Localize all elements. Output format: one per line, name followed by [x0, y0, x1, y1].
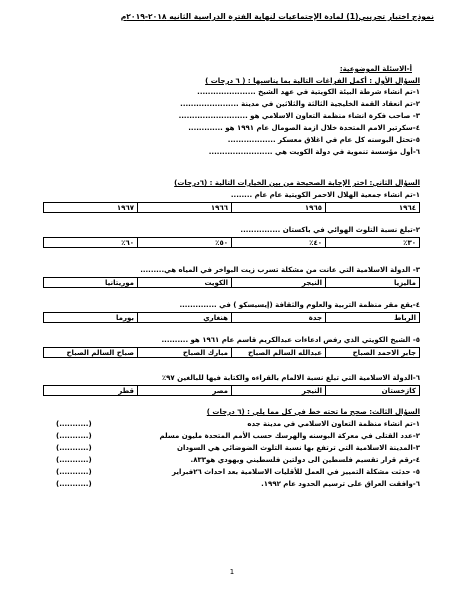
q2-option: ٦٠٪ [44, 238, 138, 248]
q2-option: صباح السالم الصباح [44, 348, 138, 358]
q2-options-table [43, 347, 420, 358]
q3-title: السؤال الثالث: صحح ما تحته خط في كل مما يلي : (٦ درجات ) [206, 408, 420, 416]
q1-item: ٤-سكرتير الامم المتحدة خلال ازمة الصومال عام ١٩٩١ هو ............. [188, 124, 420, 132]
q2-option: ١٩٦٧ [44, 203, 138, 213]
section-a-title: أ-الاسئلة الموضوعية: [339, 65, 412, 73]
q2-option: النيجر [232, 386, 326, 396]
exam-title: نموذج اختبار تجريبي(1) لمادة الإجتماعيات لنهاية الفترة الدراسية الثانيه ٢٠١٨-٢٠١٩م [120, 12, 434, 21]
q2-option: بورما [44, 313, 138, 323]
q2-option: النيجر [232, 278, 326, 288]
q2-option: الكويت [138, 278, 232, 288]
q2-options-table [43, 202, 420, 213]
q2-options-table [43, 277, 420, 288]
q2-option: موريتانيا [44, 278, 138, 288]
q2-option: ١٩٦٥ [232, 203, 326, 213]
q2-option: جابر الاحمد الصباح [326, 348, 420, 358]
q2-option: ٥٠٪ [138, 238, 232, 248]
q3-answer-blank: (...........) [56, 456, 92, 464]
q3-answer-blank: (...........) [56, 420, 92, 428]
q3-answer-blank: (...........) [56, 432, 92, 440]
q2-option: الرباط [326, 313, 420, 323]
q2-options-table [43, 385, 420, 396]
page-number: 1 [229, 568, 235, 576]
q2-question: ٦-الدولة الاسلامية التي تبلغ نسبة الالمام بالقراءه والكتابة فيها للبالغين ٩٧٪ [161, 374, 420, 382]
q2-option: ماليزيا [326, 278, 420, 288]
q2-option: ١٩٦٤ [326, 203, 420, 213]
q2-option: ١٩٦٦ [138, 203, 232, 213]
q3-item: ٢-عدد القتلى في معركة البوسنه والهرسك حسب الأمم المتحدة مليون مسلم [159, 432, 420, 440]
q2-option: ٤٠٪ [232, 238, 326, 248]
q2-option: عبدالله السالم الصباح [232, 348, 326, 358]
q2-option: كازخستان [326, 386, 420, 396]
q3-answer-blank: (...........) [56, 480, 92, 488]
q3-item: ٦-وافقت العراق على ترسيم الحدود عام ١٩٩٢. [261, 480, 420, 488]
q3-item: ٤-رقم قرار تقسيم فلسطين الى دولتين فلسطيني ويهودي هو٨٣٣. [190, 456, 420, 464]
q2-options-table [43, 237, 420, 248]
q3-item: ٣-المدينة الاسلامية التي ترتفع بها نسبة التلوث الضوضائي هي السودان [176, 444, 420, 452]
q1-title: السؤال الأول : أكمل الفراغات التالية بما يناسبها : ( ٦ درجات ) [205, 77, 420, 85]
q2-option: قطر [44, 386, 138, 396]
q1-item: ٥-تحتل البوسنه كل عام في اغلاق معسكر .................. [227, 136, 420, 144]
q2-question: ٤-يقع مقر منظمة التربية والعلوم والثقافة (إيسيسكو ) في .............. [179, 301, 420, 309]
q2-options-table [43, 312, 420, 323]
q3-answer-blank: (...........) [56, 444, 92, 452]
q2-question: ٣- الدولة الاسلامية التي عانت من مشكلة تسرب زيت البواخر في المياه هي......... [140, 266, 420, 274]
q2-option: مصر [138, 386, 232, 396]
q1-item: ١-تم انشاء شرطة البيئة الكويتية في عهد الشيخ ...................... [197, 88, 420, 96]
q2-question: ٢-تبلغ نسبة التلوث الهوائي في باكستان ............... [240, 226, 420, 234]
q1-item: ٢-تم انعقاد القمة الخليجية الثالثة والثلاثين في مدينة ...................... [180, 100, 420, 108]
q3-answer-blank: (...........) [56, 468, 92, 476]
q2-option: ٣٠٪ [326, 238, 420, 248]
q3-item: ٥- حدثت مشكلة التمييز في العمل للأقليات الاسلامية بعد احداث ٢٦فبراير [172, 468, 420, 476]
q1-item: ٣- صاحب فكرة انشاء منظمة التعاون الاسلامي هو .......................... [178, 112, 420, 120]
q2-option: جدة [232, 313, 326, 323]
q3-item: ١-تم انشاء منظمة التعاون الاسلامي في مدينة جده [247, 420, 420, 428]
q2-title: السؤال الثاني: اختر الإجابة الصحيحة من بين الخيارات التالية : (٦درجات) [174, 179, 420, 187]
q2-option: مبارك الصباح [138, 348, 232, 358]
q2-question: ١-تم انشاء جمعية الهلال الاحمر الكويتية عام عام ........ [230, 191, 420, 199]
q1-item: ٦-أول مؤسسة تنموية في دولة الكويت هي ........................ [208, 148, 420, 156]
q2-question: ٥- الشيخ الكويتي الذي رفض ادعاءات عبدالكريم قاسم عام ١٩٦١ هو .......... [161, 336, 420, 344]
q2-option: هنغاري [138, 313, 232, 323]
